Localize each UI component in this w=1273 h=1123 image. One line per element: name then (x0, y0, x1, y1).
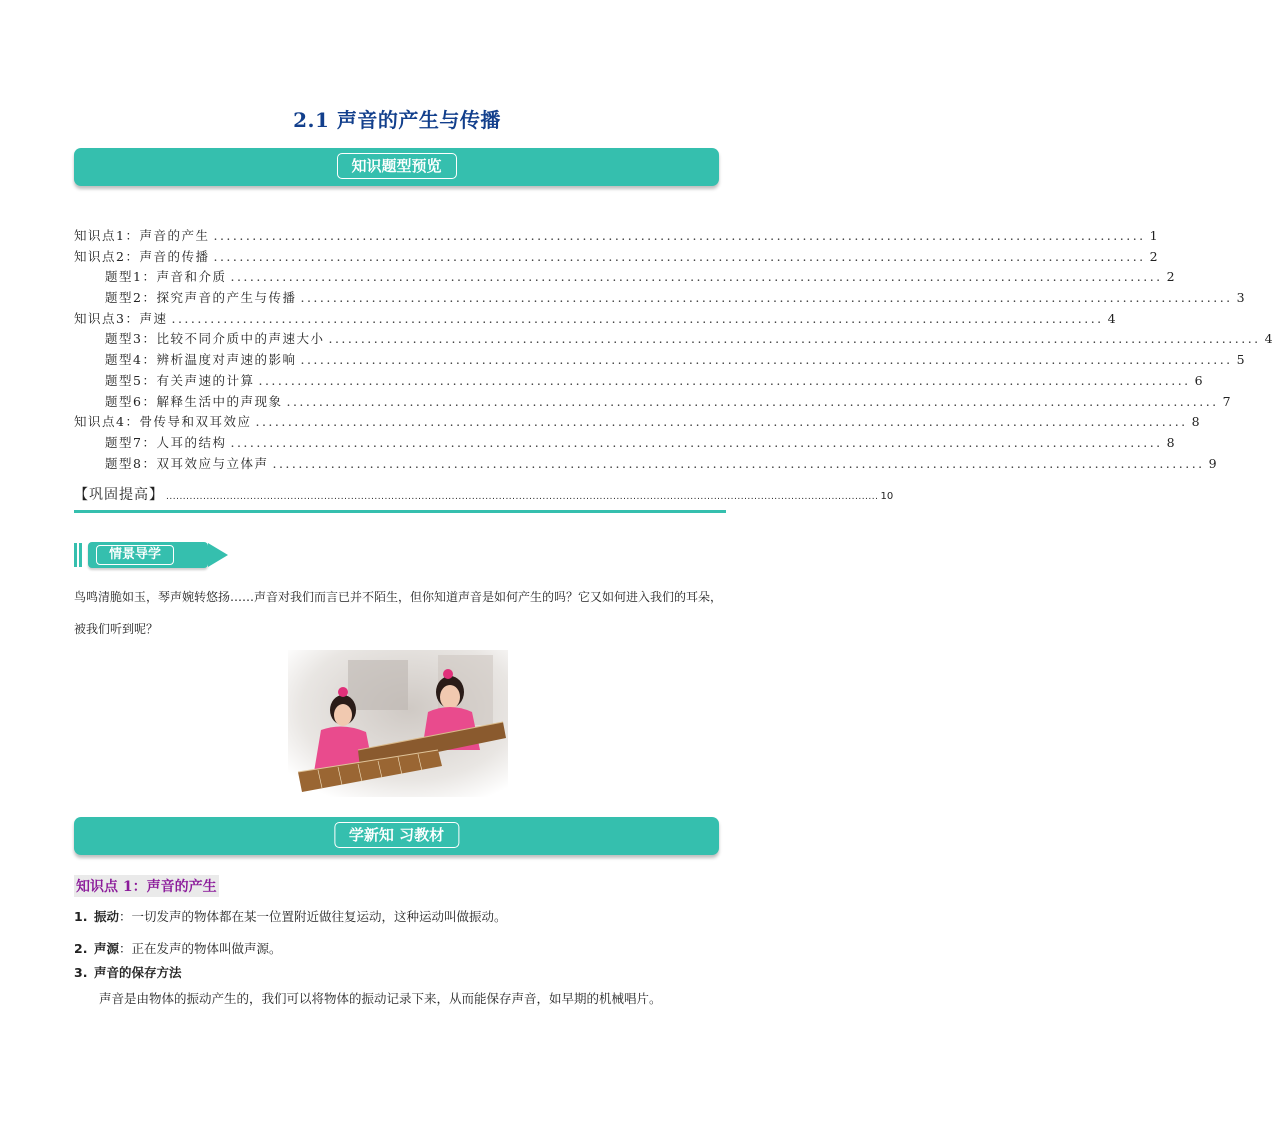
toc-label: 题型1：声音和介质 (105, 269, 227, 285)
toc-page: 4 (1107, 310, 1116, 326)
toc-page: 6 (1194, 372, 1203, 388)
item-term: 声音的保存方法 (94, 965, 182, 980)
list-item (74, 939, 282, 957)
list-item (74, 963, 182, 981)
item-number: 1. (74, 909, 88, 924)
situation-label: 情景导学 (96, 545, 174, 565)
toc-label: 知识点4：骨传导和双耳效应 (74, 414, 252, 430)
toc-label: 【巩固提高】 (74, 487, 164, 503)
toc-label: 题型3：比较不同介质中的声速大小 (105, 331, 325, 347)
item-number: 2. (74, 941, 88, 956)
toc-leader: ................................................................................................................................................ (286, 393, 1219, 409)
toc-entry[interactable] (74, 226, 1158, 247)
toc-label: 知识点3：声速 (74, 310, 168, 326)
toc-label: 题型8：双耳效应与立体声 (105, 455, 269, 471)
toc-entry[interactable] (74, 392, 1231, 413)
preview-banner (74, 148, 719, 186)
item-term: 振动 (94, 909, 120, 924)
toc-label: 题型2：探究声音的产生与传播 (105, 290, 297, 306)
toc-leader: ................................................................................................................................................ (272, 455, 1205, 471)
toc-label: 知识点2：声音的传播 (74, 248, 210, 264)
toc-entry[interactable] (74, 329, 1273, 350)
toc-entry[interactable] (74, 247, 1158, 268)
toc-page: 8 (1191, 414, 1200, 430)
toc-leader: ................................................................................................................................................ (328, 331, 1261, 347)
page-title: 2.1 声音的产生与传播 (293, 108, 501, 132)
situation-pill (88, 542, 208, 568)
intro-paragraph: 鸟鸣清脆如玉，琴声婉转悠扬……声音对我们而言已并不陌生，但你知道声音是如何产生的吗？它又如何进入我们的耳朵，被我们听到呢？ (74, 590, 723, 636)
toc-page: 9 (1208, 455, 1217, 471)
toc-entry[interactable] (74, 454, 1217, 475)
toc-leader: ................................................................................................................................................ (213, 228, 1146, 243)
toc-entry[interactable] (74, 350, 1245, 371)
toc-page: 2 (1149, 248, 1158, 264)
bars-decoration-icon (74, 543, 86, 567)
toc-leader: ................................................................................................................................................ (230, 434, 1163, 450)
toc-page: 4 (1264, 331, 1273, 347)
toc-leader: ................................................................................................................................................ (300, 290, 1233, 306)
toc-entry[interactable] (74, 267, 1175, 288)
toc-label: 题型4：辨析温度对声速的影响 (105, 352, 297, 368)
toc-leader: .................................................................................................................................................................................................................... (166, 492, 879, 502)
toc-page: 5 (1236, 352, 1245, 368)
toc-leader: ................................................................................................................................................ (171, 310, 1104, 326)
toc-entry[interactable] (74, 309, 1116, 330)
item-text: ：一切发声的物体都在某一位置附近做往复运动，这种运动叫做振动。 (119, 909, 507, 924)
section-divider (74, 510, 726, 513)
item-number: 3. (74, 965, 88, 980)
toc-leader: ................................................................................................................................................ (255, 414, 1188, 430)
toc-entry-consolidate[interactable] (74, 484, 894, 504)
toc-entry[interactable] (74, 371, 1203, 392)
toc-label: 题型6：解释生活中的声现象 (105, 393, 283, 409)
toc-page: 8 (1166, 434, 1175, 450)
toc-page: 7 (1222, 393, 1231, 409)
item-term: 声源 (94, 941, 120, 956)
guzheng-photo (288, 650, 508, 797)
toc-page: 10 (880, 491, 894, 502)
item-text: ：正在发声的物体叫做声源。 (119, 941, 282, 956)
toc-page: 2 (1166, 269, 1175, 285)
storage-paragraph: 声音是由物体的振动产生的，我们可以将物体的振动记录下来，从而能保存声音，如早期的机械唱片。 (99, 991, 662, 1006)
toc-entry[interactable] (74, 412, 1200, 433)
toc-leader: ................................................................................................................................................ (213, 248, 1146, 264)
toc-label: 题型7：人耳的结构 (105, 434, 227, 450)
toc-label: 题型5：有关声速的计算 (105, 372, 255, 388)
situation-header (74, 541, 234, 569)
toc-leader: ................................................................................................................................................ (230, 269, 1163, 285)
table-of-contents (74, 226, 1273, 474)
learn-banner (74, 817, 719, 855)
toc-label: 知识点1：声音的产生 (74, 228, 210, 243)
knowledge-point-heading: 知识点 1：声音的产生 (74, 875, 219, 897)
toc-entry[interactable] (74, 288, 1245, 309)
toc-page: 3 (1236, 290, 1245, 306)
learn-banner-label: 学新知 习教材 (334, 822, 459, 848)
preview-banner-label: 知识题型预览 (336, 153, 456, 179)
toc-page: 1 (1149, 228, 1158, 243)
toc-leader: ................................................................................................................................................ (300, 352, 1233, 368)
toc-leader: ................................................................................................................................................ (258, 372, 1191, 388)
arrow-right-icon (208, 543, 228, 567)
list-item (74, 907, 507, 925)
toc-entry[interactable] (74, 433, 1175, 454)
